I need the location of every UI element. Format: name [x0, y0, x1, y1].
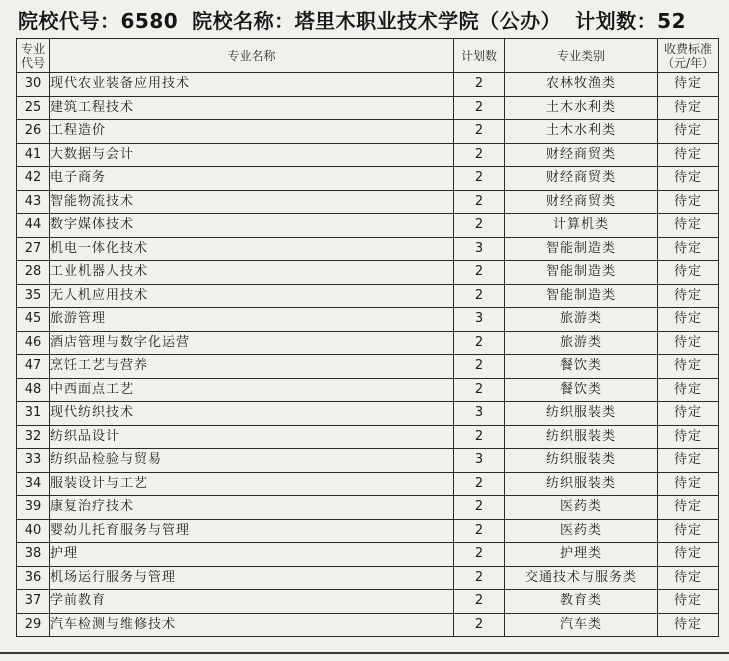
- major-code-cell: 47: [17, 355, 50, 379]
- plan-count-cell: 2: [454, 120, 505, 144]
- major-name-cell: 护理: [50, 543, 454, 567]
- plan-count-cell: 2: [454, 284, 505, 308]
- plan-count-cell: 3: [454, 308, 505, 332]
- major-code-cell: 37: [17, 590, 50, 614]
- major-code-cell: 25: [17, 96, 50, 120]
- major-category-cell: 汽车类: [505, 613, 658, 637]
- plan-count-cell: 2: [454, 167, 505, 191]
- table-row: [17, 613, 719, 637]
- table-row: [17, 331, 719, 355]
- fee-standard-cell: 待定: [658, 73, 719, 97]
- major-category-cell: 旅游类: [505, 331, 658, 355]
- table-row: [17, 425, 719, 449]
- table-row: [17, 214, 719, 238]
- header-major-name: 专业名称: [50, 39, 454, 73]
- table-row: [17, 378, 719, 402]
- school-name: 院校名称：塔里木职业技术学院（公办）: [192, 9, 562, 33]
- header-fee-line2: （元/年）: [661, 55, 715, 70]
- major-category-cell: 农林牧渔类: [505, 73, 658, 97]
- fee-standard-cell: 待定: [658, 355, 719, 379]
- major-category-cell: 纺织服装类: [505, 472, 658, 496]
- header-major-code-line1: 专业: [20, 41, 45, 56]
- fee-standard-cell: 待定: [658, 261, 719, 285]
- table-row: [17, 284, 719, 308]
- plan-count-cell: 3: [454, 402, 505, 426]
- major-code-cell: 43: [17, 190, 50, 214]
- major-category-cell: 财经商贸类: [505, 167, 658, 191]
- fee-standard-cell: 待定: [658, 402, 719, 426]
- plan-count-cell: 2: [454, 190, 505, 214]
- fee-standard-cell: 待定: [658, 143, 719, 167]
- major-category-cell: 医药类: [505, 496, 658, 520]
- fee-standard-cell: 待定: [658, 543, 719, 567]
- major-name-cell: 服装设计与工艺: [50, 472, 454, 496]
- header-fee-line1: 收费标准: [663, 41, 712, 56]
- plan-count-cell: 2: [454, 378, 505, 402]
- major-name-cell: 康复治疗技术: [50, 496, 454, 520]
- major-code-cell: 45: [17, 308, 50, 332]
- major-code-cell: 42: [17, 167, 50, 191]
- fee-standard-cell: 待定: [658, 308, 719, 332]
- major-code-cell: 40: [17, 519, 50, 543]
- major-category-cell: 智能制造类: [505, 237, 658, 261]
- major-code-cell: 36: [17, 566, 50, 590]
- major-code-cell: 31: [17, 402, 50, 426]
- major-name-cell: 纺织品检验与贸易: [50, 449, 454, 473]
- table-row: [17, 543, 719, 567]
- table-row: [17, 496, 719, 520]
- plan-count-cell: 2: [454, 261, 505, 285]
- plan-count-cell: 2: [454, 519, 505, 543]
- plan-count-cell: 2: [454, 425, 505, 449]
- major-category-cell: 餐饮类: [505, 355, 658, 379]
- table-row: [17, 167, 719, 191]
- major-name-cell: 大数据与会计: [50, 143, 454, 167]
- major-code-cell: 27: [17, 237, 50, 261]
- fee-standard-cell: 待定: [658, 496, 719, 520]
- major-category-cell: 智能制造类: [505, 284, 658, 308]
- fee-standard-cell: 待定: [658, 519, 719, 543]
- table-row: [17, 355, 719, 379]
- major-name-cell: 工程造价: [50, 120, 454, 144]
- major-name-cell: 纺织品设计: [50, 425, 454, 449]
- major-code-cell: 39: [17, 496, 50, 520]
- table-row: [17, 190, 719, 214]
- plan-count-cell: 2: [454, 613, 505, 637]
- header-plan-count: 计划数: [454, 39, 505, 73]
- table-row: [17, 590, 719, 614]
- table-row: [17, 261, 719, 285]
- major-category-cell: 旅游类: [505, 308, 658, 332]
- major-name-cell: 机电一体化技术: [50, 237, 454, 261]
- header-major-category: 专业类别: [505, 39, 658, 73]
- table-row: [17, 96, 719, 120]
- enrollment-plan-table: [16, 38, 719, 637]
- table-row: [17, 237, 719, 261]
- major-name-cell: 现代纺织技术: [50, 402, 454, 426]
- major-name-cell: 汽车检测与维修技术: [50, 613, 454, 637]
- table-row: [17, 472, 719, 496]
- table-row: [17, 566, 719, 590]
- plan-total: 计划数：52: [575, 9, 687, 33]
- fee-standard-cell: 待定: [658, 449, 719, 473]
- major-name-cell: 现代农业装备应用技术: [50, 73, 454, 97]
- major-category-cell: 交通技术与服务类: [505, 566, 658, 590]
- major-category-cell: 土木水利类: [505, 120, 658, 144]
- plan-count-cell: 2: [454, 355, 505, 379]
- table-row: [17, 402, 719, 426]
- fee-standard-cell: 待定: [658, 613, 719, 637]
- major-category-cell: 纺织服装类: [505, 402, 658, 426]
- major-name-cell: 工业机器人技术: [50, 261, 454, 285]
- header-major-code-line2: 代号: [20, 55, 45, 70]
- fee-standard-cell: 待定: [658, 167, 719, 191]
- major-code-cell: 44: [17, 214, 50, 238]
- major-category-cell: 财经商贸类: [505, 190, 658, 214]
- major-name-cell: 数字媒体技术: [50, 214, 454, 238]
- major-name-cell: 旅游管理: [50, 308, 454, 332]
- fee-standard-cell: 待定: [658, 214, 719, 238]
- fee-standard-cell: 待定: [658, 378, 719, 402]
- plan-count-cell: 2: [454, 566, 505, 590]
- table-row: [17, 449, 719, 473]
- school-code: 院校代号：6580: [18, 9, 179, 33]
- major-category-cell: 财经商贸类: [505, 143, 658, 167]
- major-code-cell: 35: [17, 284, 50, 308]
- plan-count-cell: 2: [454, 143, 505, 167]
- major-name-cell: 中西面点工艺: [50, 378, 454, 402]
- table-row: [17, 308, 719, 332]
- fee-standard-cell: 待定: [658, 566, 719, 590]
- plan-count-cell: 2: [454, 331, 505, 355]
- fee-standard-cell: 待定: [658, 472, 719, 496]
- major-name-cell: 烹饪工艺与营养: [50, 355, 454, 379]
- fee-standard-cell: 待定: [658, 190, 719, 214]
- fee-standard-cell: 待定: [658, 96, 719, 120]
- major-code-cell: 26: [17, 120, 50, 144]
- table-header-row: [17, 39, 719, 73]
- major-name-cell: 机场运行服务与管理: [50, 566, 454, 590]
- major-category-cell: 餐饮类: [505, 378, 658, 402]
- major-name-cell: 酒店管理与数字化运营: [50, 331, 454, 355]
- major-name-cell: 学前教育: [50, 590, 454, 614]
- major-code-cell: 46: [17, 331, 50, 355]
- table-row: [17, 143, 719, 167]
- major-code-cell: 30: [17, 73, 50, 97]
- major-code-cell: 33: [17, 449, 50, 473]
- fee-standard-cell: 待定: [658, 590, 719, 614]
- major-category-cell: 医药类: [505, 519, 658, 543]
- fee-standard-cell: 待定: [658, 284, 719, 308]
- plan-count-cell: 2: [454, 214, 505, 238]
- major-code-cell: 48: [17, 378, 50, 402]
- major-code-cell: 34: [17, 472, 50, 496]
- fee-standard-cell: 待定: [658, 237, 719, 261]
- major-code-cell: 32: [17, 425, 50, 449]
- major-category-cell: 计算机类: [505, 214, 658, 238]
- major-category-cell: 智能制造类: [505, 261, 658, 285]
- major-category-cell: 纺织服装类: [505, 449, 658, 473]
- major-code-cell: 29: [17, 613, 50, 637]
- fee-standard-cell: 待定: [658, 331, 719, 355]
- plan-count-cell: 2: [454, 543, 505, 567]
- plan-count-cell: 2: [454, 472, 505, 496]
- plan-count-cell: 2: [454, 73, 505, 97]
- bottom-divider: [0, 652, 729, 654]
- school-header: [18, 6, 718, 36]
- major-category-cell: 土木水利类: [505, 96, 658, 120]
- table-row: [17, 519, 719, 543]
- major-code-cell: 38: [17, 543, 50, 567]
- plan-count-cell: 3: [454, 237, 505, 261]
- table-row: [17, 120, 719, 144]
- major-category-cell: 护理类: [505, 543, 658, 567]
- fee-standard-cell: 待定: [658, 425, 719, 449]
- major-name-cell: 电子商务: [50, 167, 454, 191]
- table-row: [17, 73, 719, 97]
- major-code-cell: 28: [17, 261, 50, 285]
- fee-standard-cell: 待定: [658, 120, 719, 144]
- major-category-cell: 教育类: [505, 590, 658, 614]
- plan-count-cell: 3: [454, 449, 505, 473]
- major-category-cell: 纺织服装类: [505, 425, 658, 449]
- major-name-cell: 婴幼儿托育服务与管理: [50, 519, 454, 543]
- major-name-cell: 建筑工程技术: [50, 96, 454, 120]
- major-name-cell: 无人机应用技术: [50, 284, 454, 308]
- table-body: [17, 73, 719, 637]
- plan-count-cell: 2: [454, 96, 505, 120]
- plan-count-cell: 2: [454, 590, 505, 614]
- plan-count-cell: 2: [454, 496, 505, 520]
- header-major-code: [17, 39, 50, 73]
- header-fee-standard: [658, 39, 719, 73]
- major-name-cell: 智能物流技术: [50, 190, 454, 214]
- major-code-cell: 41: [17, 143, 50, 167]
